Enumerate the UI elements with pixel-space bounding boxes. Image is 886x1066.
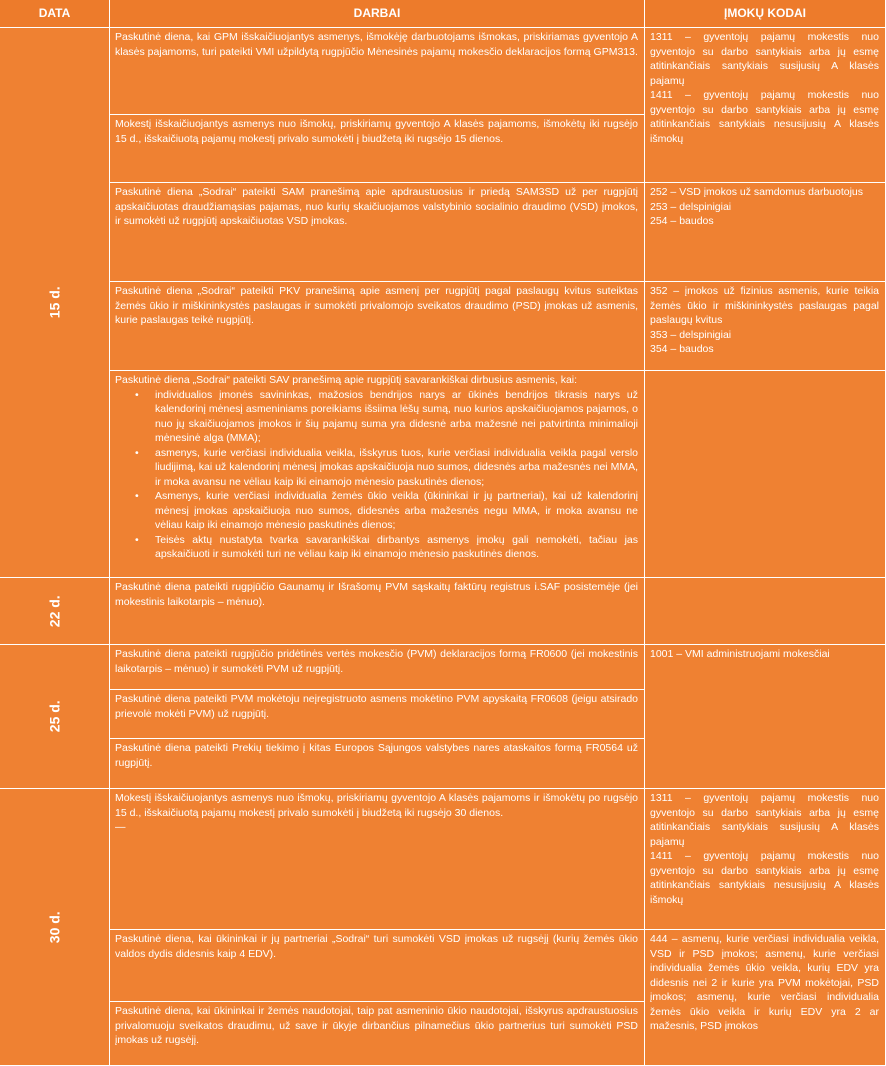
work-cell — [110, 28, 645, 115]
date-cell — [0, 28, 110, 578]
code-line: 1001 – VMI administruojami mokesčiai — [650, 648, 830, 660]
code-line: 444 – asmenų, kurie verčiasi individualia veikla, VSD ir PSD įmokos; asmenų, kurie verčiasi individualia žemės ūkio veikla, kurių EDV yra didesnis nei 2 ir kurie yra PVM mokėtojai, PSD įmokos; asmenų, kurie verčiasi individualia žemės ūkio veikla ir kurių EDV yra 2 ar mažesnis, PSD įmokos — [650, 933, 879, 1032]
work-cell — [110, 789, 645, 930]
bullet-list — [115, 388, 638, 562]
work-text: Paskutinė diena pateikti rugpjūčio pridėtinės vertės mokesčio (PVM) deklaracijos formą FR0600 (jei mokestinis laikotarpis – mėnuo) ir sumokėti PVM už rugpjūtį. — [115, 648, 638, 675]
work-cell — [110, 1002, 645, 1066]
date-label: 15 d. — [46, 286, 63, 319]
code-line: 353 – delspinigiai — [650, 328, 732, 341]
bullet-item: • asmenys, kurie verčiasi individualia veikla, išskyrus tuos, kurie verčiasi individualia veikla pagal verslo liudijimą, kai už kalendorinį mėnesį įmokas apskaičiuoja nuo sumos, didesnės arba mažesnės nei MMA, ir moka avansu ne vėliau kaip iki einamojo mėnesio paskutinės dienos; — [115, 446, 638, 490]
work-cell — [110, 739, 645, 789]
date-cell — [0, 645, 110, 789]
work-text: Mokestį išskaičiuojantys asmenys nuo išmokų, priskiriamų gyventojo A klasės pajamoms, išmokėtų iki rugsėjo 15 d., išskaičiuotą pajamų mokestį privalo sumokėti į biudžetą iki rugsėjo 15 dienos. — [115, 118, 638, 145]
date-label: 30 d. — [46, 911, 63, 943]
header-codes: ĮMOKŲ KODAI — [645, 0, 886, 28]
work-text: Paskutinė diena pateikti rugpjūčio Gaunamų ir Išrašomų PVM sąskaitų faktūrų registrus i.SAF posistemėje (jei mokestinis laikotarpis – mėnuo). — [115, 581, 638, 608]
code-line: 252 – VSD įmokos už samdomus darbuotojus — [650, 186, 864, 198]
work-text: Paskutinė diena, kai ūkininkai ir žemės naudotojai, taip pat asmeninio ūkio naudotojai, išskyrus apdraustuosius privalomuoju sveikatos draudimu, už save ir ūkyje dirbančius pilnamečius ūkio partnerius turi sumokėti PSD įmokas už rugsėjį. — [115, 1005, 638, 1046]
code-line: 1311 – gyventojų pajamų mokestis nuo gyventojo su darbo santykiais arba jų esmę atitinkančiais santykiais susijusių A klasės pajamų — [650, 31, 879, 87]
work-text: Paskutinė diena „Sodrai“ pateikti PKV pranešimą apie asmenį per rugpjūtį pagal paslaugų kvitus suteiktas žemės ūkio ir miškininkystės paslaugas ir sumokėti privalomojo sveikatos draudimo (PSD) įmokas už asmenis, kurie paslaugas teikė rugpjūtį. — [115, 285, 638, 326]
work-text: Paskutinė diena „Sodrai“ pateikti SAM pranešimą apie apdraustuosius ir priedą SAM3SD už per rugpjūtį apskaičiuotas draudžiamąsias pajamas, nuo kurių skaičiuojamos valstybinio socialinio draudimo (VSD) įmokos, ir sumokėti už rugpjūtį apskaičiuotas VSD įmokas. — [115, 186, 638, 227]
work-cell — [110, 115, 645, 183]
code-cell — [645, 578, 886, 645]
work-text: Paskutinė diena, kai GPM išskaičiuojantys asmenys, išmokėję darbuotojams išmokas, priskiriamas gyventojo A klasės pajamoms, turi pateikti VMI užpildytą rugpjūčio Mėnesinės pajamų mokesčio deklaracijos formą GPM313. — [115, 31, 638, 58]
work-cell — [110, 371, 645, 578]
code-line: 253 – delspinigiai — [650, 200, 732, 213]
bullet-item: • Asmenys, kurie verčiasi individualia žemės ūkio veikla (ūkininkai ir jų partneriai), kai už kalendorinį mėnesį įmokas apskaičiuoja nuo sumos, didesnės arba mažesnės negu MMA, ir moka avansu ne vėliau kaip iki einamojo mėnesio paskutinės dienos; — [115, 489, 638, 533]
work-cell — [110, 690, 645, 739]
work-text: Paskutinė diena „Sodrai“ pateikti SAV pranešimą apie rugpjūtį savarankiškai dirbusius asmenis, kai: — [115, 374, 578, 386]
code-line: 354 – baudos — [650, 343, 714, 355]
work-text: Mokestį išskaičiuojantys asmenys nuo išmokų, priskiriamų gyventojo A klasės pajamoms ir išmokėtų po rugsėjo 15 d., išskaičiuotą pajamų mokestį privalo sumokėti į biudžetą iki rugsėjo 30 dienos. — [115, 792, 638, 819]
code-line: 352 – įmokos už fizinius asmenis, kurie teikia žemės ūkio ir miškininkystės paslaugas pagal paslaugų kvitus — [650, 285, 879, 326]
code-line: 1411 – gyventojų pajamų mokestis nuo gyventojo su darbo santykiais arba jų esmę atitinkančiais santykiais nesusijusių A klasės išmokų — [650, 850, 879, 906]
date-cell — [0, 578, 110, 645]
work-cell — [110, 645, 645, 690]
work-cell — [110, 578, 645, 645]
work-extra: — — [115, 821, 126, 833]
work-text: Paskutinė diena, kai ūkininkai ir jų partneriai „Sodrai“ turi sumokėti VSD įmokas už rugsėjį (kurių žemės ūkio valdos dydis didesnis kaip 4 EDV). — [115, 933, 638, 960]
code-cell — [645, 371, 886, 578]
code-cell — [645, 282, 886, 371]
code-cell — [645, 645, 886, 789]
date-cell — [0, 789, 110, 1066]
code-cell — [645, 28, 886, 183]
work-cell — [110, 282, 645, 371]
date-label: 25 d. — [46, 700, 63, 733]
header-date: DATA — [0, 0, 110, 28]
work-text: Paskutinė diena pateikti Prekių tiekimo į kitas Europos Sąjungos valstybes nares ataskaitos formą FR0564 už rugpjūtį. — [115, 742, 638, 769]
code-cell — [645, 930, 886, 1066]
bullet-item: • individualios įmonės savininkas, mažosios bendrijos narys ar ūkinės bendrijos tikrasis narys už kalendorinį mėnesį asmeniniams poreikiams išsiima lėšų sumą, nuo kurios apskaičiuojamos pajamos, o nuo jų skaičiuojamos įmokos ir šių pajamų suma yra didesnė arba mažesnė nei patvirtinta minimalioji mėnesinė alga (MMA); — [115, 388, 638, 446]
code-line: 1311 – gyventojų pajamų mokestis nuo gyventojo su darbo santykiais arba jų esmę atitinkančiais santykiais susijusių A klasės pajamų — [650, 792, 879, 848]
work-text: Paskutinė diena pateikti PVM mokėtoju neįregistruoto asmens mokėtino PVM apyskaitą FR0608 (jeigu atsirado prievolė mokėti PVM) už rugpjūtį. — [115, 693, 638, 720]
code-cell — [645, 789, 886, 930]
work-cell — [110, 930, 645, 1002]
work-cell — [110, 183, 645, 282]
bullet-item: • Teisės aktų nustatyta tvarka savarankiškai dirbantys asmenys įmokų gali nemokėti, tačiau jas apskaičiuoti ir sumokėti turi ne vėliau kaip iki einamojo mėnesio paskutinės dienos. — [115, 533, 638, 562]
date-label: 22 d. — [46, 595, 63, 627]
code-cell — [645, 183, 886, 282]
header-works: DARBAI — [110, 0, 645, 28]
code-line: 254 – baudos — [650, 215, 714, 227]
code-line: 1411 – gyventojų pajamų mokestis nuo gyventojo su darbo santykiais arba jų esmę atitinkančiais santykiais nesusijusių A klasės išmokų — [650, 89, 879, 145]
